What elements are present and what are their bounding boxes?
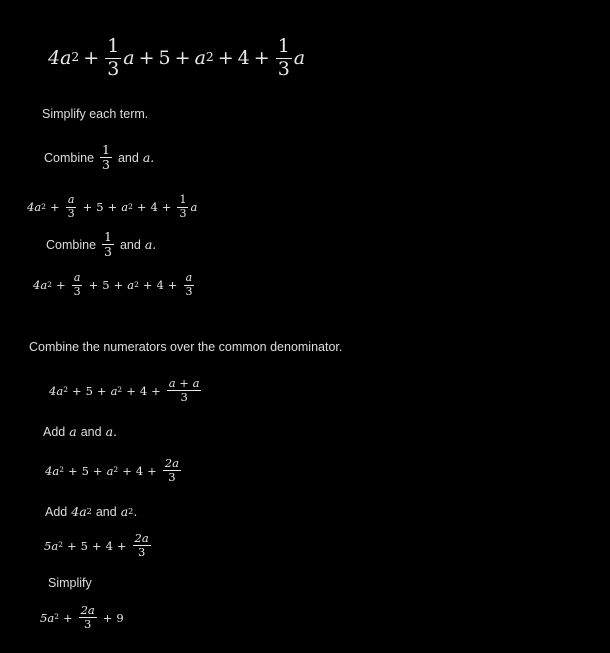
term-a-squared (121, 504, 138, 519)
variable-a: a. (142, 150, 155, 166)
step-text: Add (45, 504, 68, 519)
term-5: 5 (80, 538, 88, 553)
plus-sign: + (49, 200, 60, 215)
numerator: 2a (134, 531, 149, 545)
denominator: 3 (107, 57, 120, 80)
step-text: Combine (44, 150, 95, 165)
term-5a: 5a (44, 538, 59, 553)
expression-step-4 (45, 457, 183, 484)
term-4a: 4a (71, 504, 87, 519)
plus-sign: + (55, 278, 66, 293)
exponent: 2 (63, 385, 68, 395)
variable-a: a (127, 278, 135, 293)
fraction-a-plus-a-over-3 (167, 377, 202, 404)
numerator: a (73, 271, 81, 284)
step-text: and (80, 424, 102, 439)
step-simplify-each-term: Simplify each term. (42, 107, 149, 121)
term-4a-squared (71, 504, 92, 519)
variable-a: a (293, 47, 306, 70)
denominator: 3 (179, 206, 187, 220)
denominator: 3 (84, 617, 92, 632)
fraction-a-over-3 (66, 194, 77, 220)
step-text: Add (43, 424, 66, 439)
period: . (133, 504, 138, 519)
variable-a: a (120, 504, 129, 519)
plus-sign: + (91, 538, 102, 553)
term-5a: 5a (40, 610, 55, 625)
plus-sign: + (147, 463, 157, 478)
step-add-a-and-a (43, 424, 117, 439)
fraction-one-third (177, 194, 188, 220)
plus-sign: + (67, 463, 78, 478)
variable-a: a (121, 200, 129, 215)
plus-sign: + (142, 278, 153, 293)
step-combine-2 (46, 230, 156, 260)
plus-sign: + (126, 383, 136, 398)
step-add-4a2-and-a2 (45, 504, 137, 519)
plus-sign: + (174, 47, 191, 70)
variable-a: a. (144, 237, 157, 253)
plus-sign: + (136, 200, 147, 215)
step-text: Combine (46, 237, 97, 252)
term-4a: 4a (45, 463, 60, 478)
denominator: 3 (104, 244, 112, 260)
step-simplify: Simplify (48, 576, 92, 590)
numerator: 1 (179, 193, 187, 206)
expression-step-2 (33, 272, 196, 298)
plus-sign: + (82, 200, 93, 215)
denominator: 3 (185, 284, 193, 298)
exponent: 2 (128, 505, 134, 516)
exponent: 2 (86, 505, 92, 516)
exponent: 2 (59, 465, 64, 475)
variable-a: a (106, 463, 114, 478)
term-4: 4 (139, 383, 148, 398)
term-4: 4 (105, 538, 113, 553)
exponent: 2 (205, 50, 214, 65)
term-5: 5 (102, 278, 110, 293)
numerator: 2a (164, 456, 179, 470)
plus-sign: + (102, 610, 113, 625)
expression-step-5 (44, 532, 153, 559)
exponent: 2 (113, 465, 119, 475)
original-expression (48, 36, 305, 81)
numerator: 2a (80, 603, 95, 617)
variable-a: a (69, 424, 77, 439)
variable-a: a (194, 47, 206, 70)
term-5: 5 (96, 200, 104, 215)
plus-sign: + (217, 47, 234, 70)
plus-sign: + (116, 538, 127, 553)
exponent: 2 (54, 612, 59, 622)
step-combine-1 (44, 143, 154, 173)
denominator: 3 (277, 57, 290, 80)
numerator: a + a (168, 376, 200, 390)
variable-a: a (190, 200, 198, 215)
term-4a: 4a (27, 200, 42, 215)
denominator: 3 (180, 390, 188, 405)
plus-sign: + (113, 278, 124, 293)
variable-a: a (123, 47, 135, 70)
fraction-2a-over-3 (79, 604, 97, 631)
term-4a: 4a (48, 47, 72, 70)
fraction-a-over-3 (72, 272, 83, 298)
denominator: 3 (67, 206, 75, 220)
term-4a: 4a (49, 383, 64, 398)
expression-step-3 (49, 377, 203, 404)
fraction-one-third (276, 36, 292, 81)
term-4a: 4a (33, 278, 48, 293)
exponent: 2 (47, 279, 52, 289)
fraction-2a-over-3 (163, 457, 181, 484)
term-4: 4 (156, 278, 164, 293)
plus-sign: + (122, 463, 132, 478)
plus-sign: + (167, 278, 178, 293)
exponent: 2 (117, 385, 123, 395)
fraction-one-third (100, 143, 112, 173)
term-4: 4 (135, 463, 144, 478)
exponent: 2 (41, 201, 46, 211)
denominator: 3 (102, 157, 110, 173)
step-text: and (119, 237, 141, 252)
plus-sign: + (96, 383, 107, 398)
exponent: 2 (134, 279, 139, 289)
expression-step-1 (27, 194, 197, 220)
term-9: 9 (116, 610, 124, 625)
numerator: a (185, 271, 193, 284)
numerator: a (67, 193, 75, 206)
exponent: 2 (71, 50, 80, 65)
denominator: 3 (73, 284, 81, 298)
fraction-one-third (105, 36, 121, 81)
plus-sign: + (151, 383, 161, 398)
plus-sign: + (88, 278, 99, 293)
plus-sign: + (62, 610, 73, 625)
plus-sign: + (71, 383, 82, 398)
variable-a: a. (105, 424, 117, 439)
fraction-2a-over-3 (133, 532, 151, 559)
variable-a: a (110, 383, 118, 398)
denominator: 3 (168, 470, 176, 485)
numerator: 1 (277, 35, 290, 57)
term-5: 5 (158, 47, 171, 70)
step-text: and (117, 150, 139, 165)
plus-sign: + (83, 47, 100, 70)
exponent: 2 (128, 201, 133, 211)
fraction-a-over-3 (183, 272, 194, 298)
term-4: 4 (150, 200, 158, 215)
numerator: 1 (107, 35, 120, 57)
final-expression (40, 604, 124, 631)
step-text: and (95, 504, 117, 519)
fraction-one-third (102, 230, 114, 260)
plus-sign: + (138, 47, 155, 70)
exponent: 2 (58, 540, 63, 550)
numerator: 1 (104, 229, 112, 244)
plus-sign: + (92, 463, 103, 478)
denominator: 3 (137, 545, 146, 560)
term-4: 4 (237, 47, 250, 70)
plus-sign: + (253, 47, 270, 70)
term-5: 5 (85, 383, 93, 398)
step-combine-numerators: Combine the numerators over the common denominator. (29, 340, 343, 354)
plus-sign: + (107, 200, 118, 215)
term-5: 5 (81, 463, 89, 478)
plus-sign: + (66, 538, 77, 553)
plus-sign: + (161, 200, 172, 215)
numerator: 1 (102, 142, 110, 157)
